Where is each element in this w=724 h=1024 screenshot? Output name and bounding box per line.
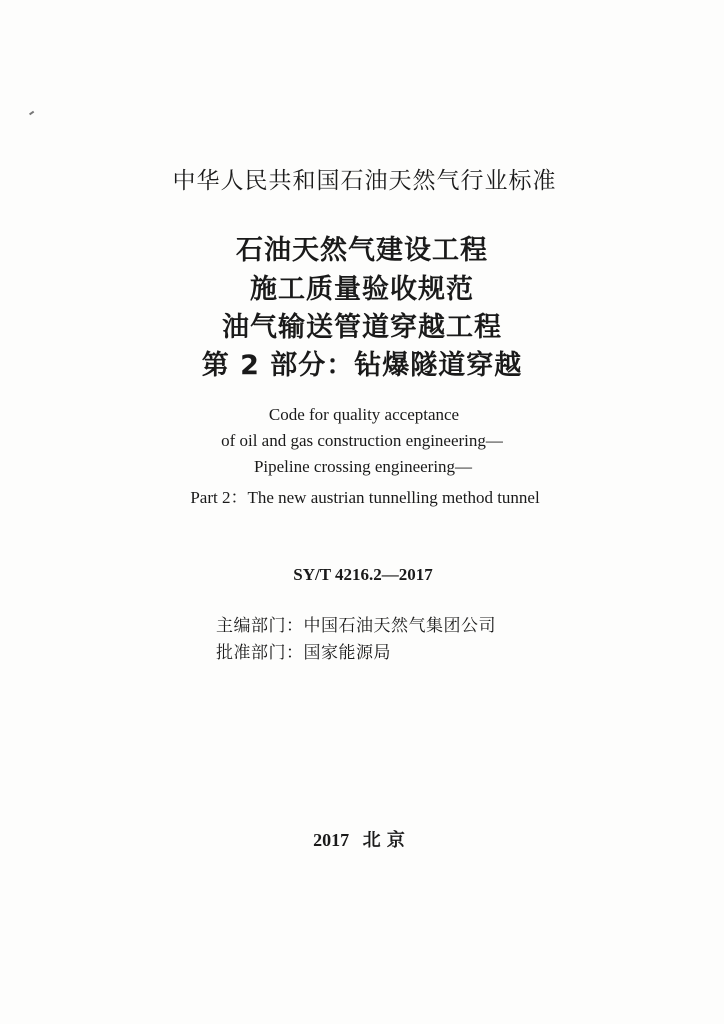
publication-year: 2017 bbox=[313, 830, 350, 850]
chinese-title-line-2: 施工质量验收规范 bbox=[250, 274, 474, 305]
chinese-title-line-1: 石油天然气建设工程 bbox=[236, 235, 488, 266]
english-title-line-2: of oil and gas construction engineering— bbox=[221, 431, 503, 450]
chinese-title-line-3: 油气输送管道穿越工程 bbox=[222, 312, 502, 343]
publication-city: 北 京 bbox=[362, 830, 405, 851]
english-title-line-3: Pipeline crossing engineering— bbox=[253, 457, 473, 476]
chinese-title-line-4: 第 2 部分：钻爆隧道穿越 bbox=[201, 350, 523, 381]
approving-department: 批准部门：国家能源局 bbox=[216, 643, 391, 663]
standard-number: SY/T 4216.2—2017 bbox=[293, 565, 433, 584]
english-title-line-1: Code for quality acceptance bbox=[268, 405, 460, 424]
english-title-line-4: Part 2：The new austrian tunnelling method tunnel bbox=[190, 488, 540, 507]
publication-info bbox=[0, 826, 724, 852]
editing-department: 主编部门：中国石油天然气集团公司 bbox=[216, 616, 496, 636]
standard-category: 中华人民共和国石油天然气行业标准 bbox=[172, 168, 557, 194]
scan-mark bbox=[29, 111, 34, 115]
